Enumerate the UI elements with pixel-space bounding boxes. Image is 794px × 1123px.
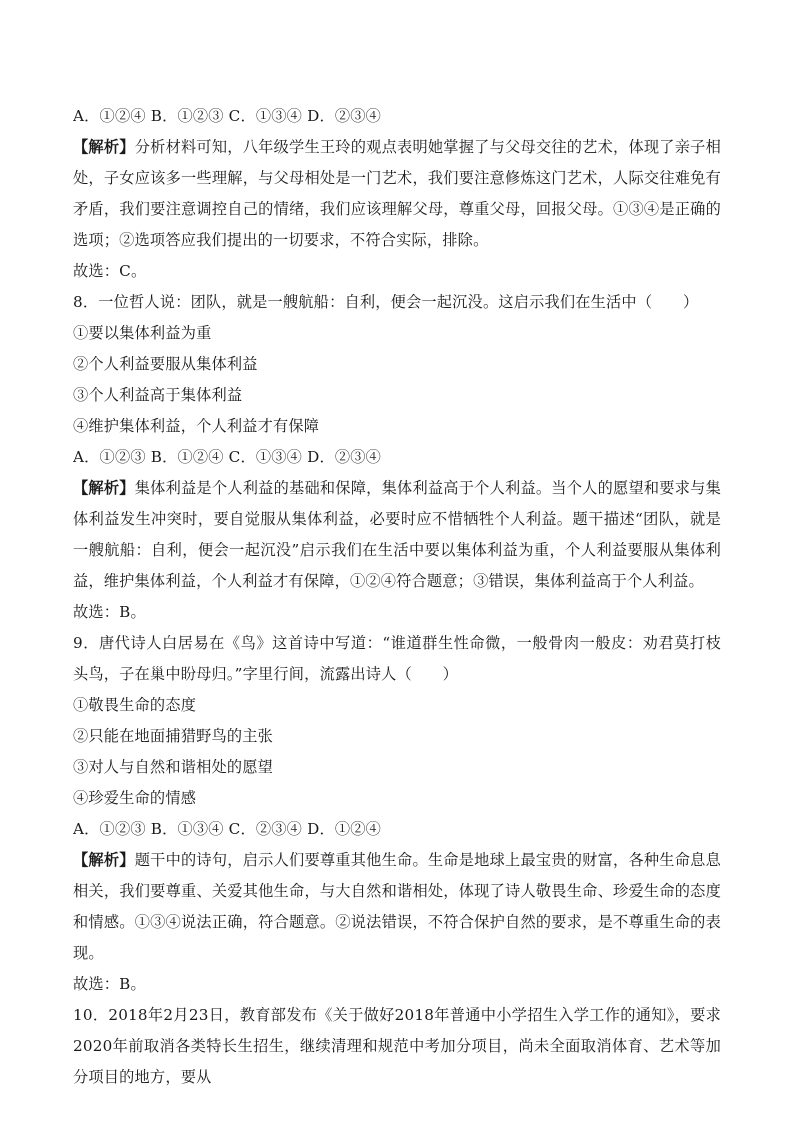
- analysis-label: 【解析】: [73, 851, 135, 869]
- q8-stem: 8．一位哲人说：团队，就是一艘航船：自利，便会一起沉没。这启示我们在生活中（ ）: [73, 293, 699, 311]
- q9-stem: 9．唐代诗人白居易在《鸟》这首诗中写道：“谁道群生性命微，一般骨肉一般皮：劝君莫打枝头鸟，子在巢中盼母归。”字里行间，流露出诗人（ ）: [73, 634, 721, 683]
- q9-analysis: [73, 845, 721, 969]
- q9-options: A．①②③ B．①③④ C．②③④ D．①②④: [73, 820, 382, 838]
- document-page: [73, 101, 721, 1093]
- q7-options: A．①②④ B．①②③ C．①③④ D．②③④: [73, 107, 382, 125]
- q7-analysis: [73, 132, 721, 256]
- q8-answer: 故选：B。: [73, 603, 146, 621]
- analysis-text: 集体利益是个人利益的基础和保障，集体利益高于个人利益。当个人的愿望和要求与集体利益发生冲突时，要自觉服从集体利益，必要时应不惜牺牲个人利益。题干描述“团队，就是一艘航船：自利，便会一起沉没”启示我们在生活中要以集体利益为重，个人利益要服从集体利益，维护集体利益，个人利益才有保障，①②④符合题意；③错误，集体利益高于个人利益。: [73, 479, 721, 590]
- q8-item-3: ③个人利益高于集体利益: [73, 386, 243, 404]
- q8-item-4: ④维护集体利益，个人利益才有保障: [73, 417, 320, 435]
- q8-item-1: ①要以集体利益为重: [73, 324, 212, 342]
- q8-analysis: [73, 473, 721, 597]
- q10-stem: 10．2018年2月23日，教育部发布《关于做好2018年普通中小学招生入学工作的通知》，要求2020年前取消各类特长生招生，继续清理和规范中考加分项目，尚未全面取消体育、艺术等加分项目的地方，要从: [73, 1006, 721, 1086]
- q8-item-2: ②个人利益要服从集体利益: [73, 355, 258, 373]
- q9-item-1: ①敬畏生命的态度: [73, 696, 197, 714]
- analysis-text: 题干中的诗句，启示人们要尊重其他生命。生命是地球上最宝贵的财富，各种生命息息相关，我们要尊重、关爱其他生命，与大自然和谐相处，体现了诗人敬畏生命、珍爱生命的态度和情感。①③④说法正确，符合题意。②说法错误，不符合保护自然的要求，是不尊重生命的表现。: [73, 851, 721, 962]
- q9-item-3: ③对人与自然和谐相处的愿望: [73, 758, 274, 776]
- q9-item-2: ②只能在地面捕猎野鸟的主张: [73, 727, 274, 745]
- analysis-label: 【解析】: [73, 138, 135, 156]
- analysis-label: 【解析】: [73, 479, 135, 497]
- q9-answer: 故选：B。: [73, 975, 146, 993]
- q7-answer: 故选：C。: [73, 262, 147, 280]
- q9-item-4: ④珍爱生命的情感: [73, 789, 197, 807]
- q8-options: A．①②③ B．①②④ C．①③④ D．②③④: [73, 448, 382, 466]
- analysis-text: 分析材料可知，八年级学生王玲的观点表明她掌握了与父母交往的艺术，体现了亲子相处，子女应该多一些理解，与父母相处是一门艺术，我们要注意修炼这门艺术，人际交往难免有矛盾，我们要注意调控自己的情绪，我们应该理解父母，尊重父母，回报父母。①③④是正确的选项；②选项答应我们提出的一切要求，不符合实际，排除。: [73, 138, 721, 249]
